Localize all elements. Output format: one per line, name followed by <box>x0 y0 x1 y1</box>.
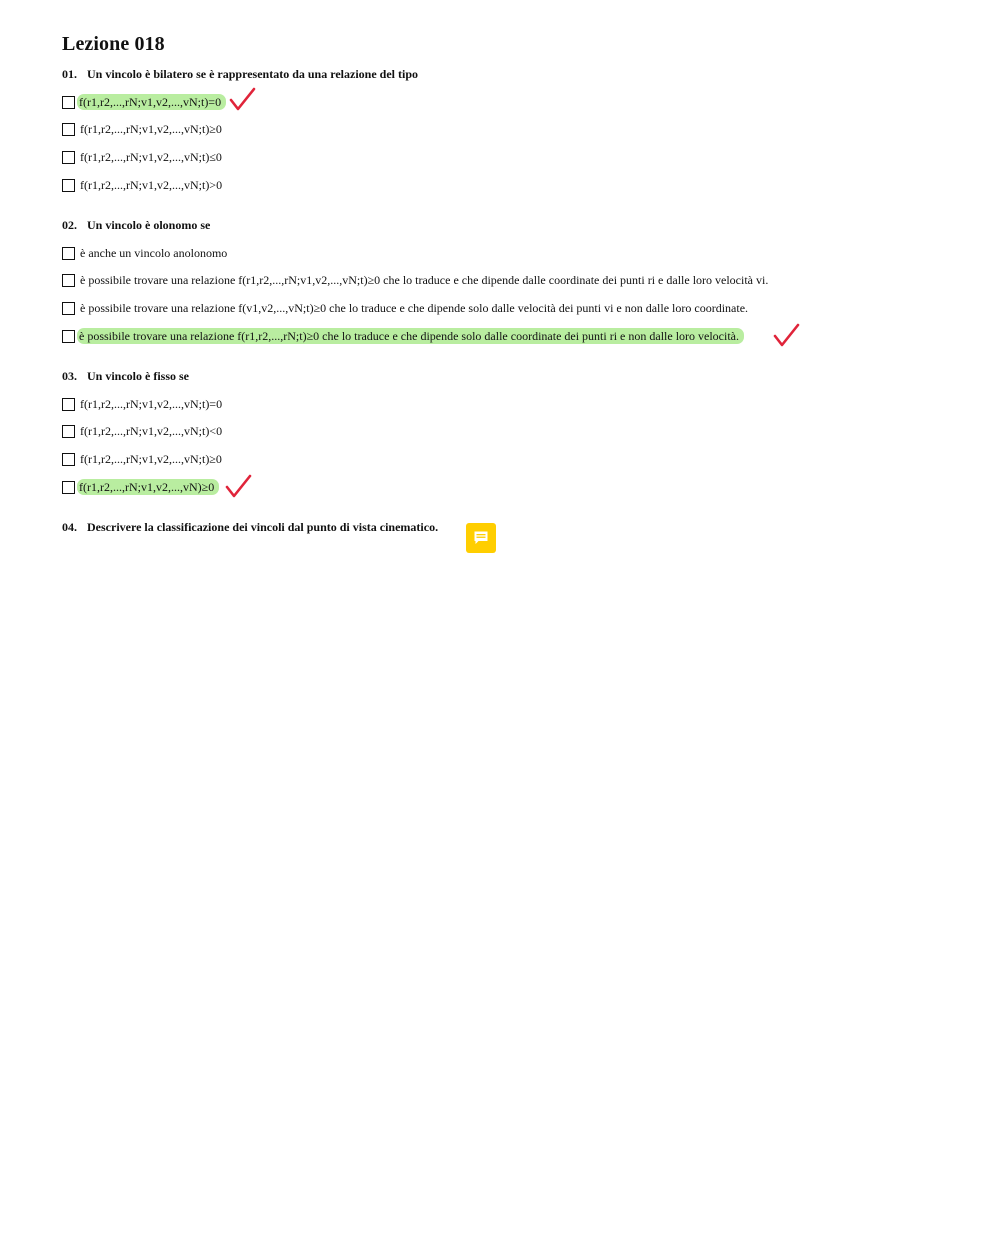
page-title: Lezione 018 <box>62 33 165 55</box>
answer-option <box>62 327 744 345</box>
question-text: Un vincolo è fisso se <box>87 369 189 383</box>
question-01 <box>62 67 418 82</box>
answer-checkbox[interactable] <box>62 151 75 164</box>
question-02 <box>62 218 210 233</box>
question-04 <box>62 520 438 535</box>
answer-option <box>62 244 229 262</box>
answer-option <box>62 395 224 413</box>
question-number: 02. <box>62 218 77 232</box>
question-text: Un vincolo è bilatero se è rappresentato da una relazione del tipo <box>87 67 418 81</box>
answer-option <box>62 450 224 468</box>
answer-checkbox[interactable] <box>62 247 75 260</box>
answer-text: f(r1,r2,...,rN;v1,v2,...,vN;t)>0 <box>80 178 223 192</box>
answer-text: è possibile trovare una relazione f(r1,r2,...,rN;v1,v2,...,vN;t)≥0 che lo traduce e che dipende dalle coordinate dei punti ri e dalle loro velocità vi. <box>80 273 769 287</box>
checkmark-icon <box>229 86 256 113</box>
answer-checkbox[interactable] <box>62 179 75 192</box>
answer-option <box>62 478 219 496</box>
question-number: 04. <box>62 520 77 534</box>
answer-option <box>62 422 224 440</box>
answer-text: f(r1,r2,...,rN;v1,v2,...,vN;t)=0 <box>80 397 223 411</box>
answer-text: f(r1,r2,...,rN;v1,v2,...,vN;t)<0 <box>80 424 223 438</box>
answer-text: è anche un vincolo anolonomo <box>80 246 228 260</box>
question-number: 01. <box>62 67 77 81</box>
answer-option <box>62 176 224 194</box>
answer-option <box>62 120 224 138</box>
checkmark-icon <box>225 473 252 500</box>
answer-text: f(r1,r2,...,rN;v1,v2,...,vN;t)≤0 <box>80 150 222 164</box>
comment-icon[interactable] <box>466 523 496 553</box>
answer-text-correct: è possibile trovare una relazione f(r1,r2,...,rN;t)≥0 che lo traduce e che dipende solo dalle coordinate dei punti ri e non dalle loro velocità. <box>77 328 744 344</box>
answer-checkbox[interactable] <box>62 398 75 411</box>
answer-option <box>62 93 226 111</box>
answer-checkbox[interactable] <box>62 302 75 315</box>
answer-text: f(r1,r2,...,rN;v1,v2,...,vN;t)≥0 <box>80 122 222 136</box>
answer-checkbox[interactable] <box>62 453 75 466</box>
answer-checkbox[interactable] <box>62 123 75 136</box>
answer-checkbox[interactable] <box>62 330 75 343</box>
answer-checkbox[interactable] <box>62 481 75 494</box>
question-text: Descrivere la classificazione dei vincoli dal punto di vista cinematico. <box>87 520 439 534</box>
answer-text-correct: f(r1,r2,...,rN;v1,v2,...,vN;t)=0 <box>77 94 226 110</box>
answer-checkbox[interactable] <box>62 425 75 438</box>
checkmark-icon <box>773 322 800 349</box>
answer-text: è possibile trovare una relazione f(v1,v2,...,vN;t)≥0 che lo traduce e che dipende solo dalle velocità dei punti vi e non dalle loro coordinate. <box>80 301 749 315</box>
answer-option <box>62 271 770 289</box>
comment-bubble-icon <box>473 530 489 546</box>
question-text: Un vincolo è olonomo se <box>87 218 211 232</box>
answer-checkbox[interactable] <box>62 274 75 287</box>
question-03 <box>62 369 189 384</box>
answer-option <box>62 148 224 166</box>
answer-text-correct: f(r1,r2,...,rN;v1,v2,...,vN)≥0 <box>77 479 219 495</box>
answer-option <box>62 299 750 317</box>
answer-checkbox[interactable] <box>62 96 75 109</box>
question-number: 03. <box>62 369 77 383</box>
answer-text: f(r1,r2,...,rN;v1,v2,...,vN;t)≥0 <box>80 452 222 466</box>
